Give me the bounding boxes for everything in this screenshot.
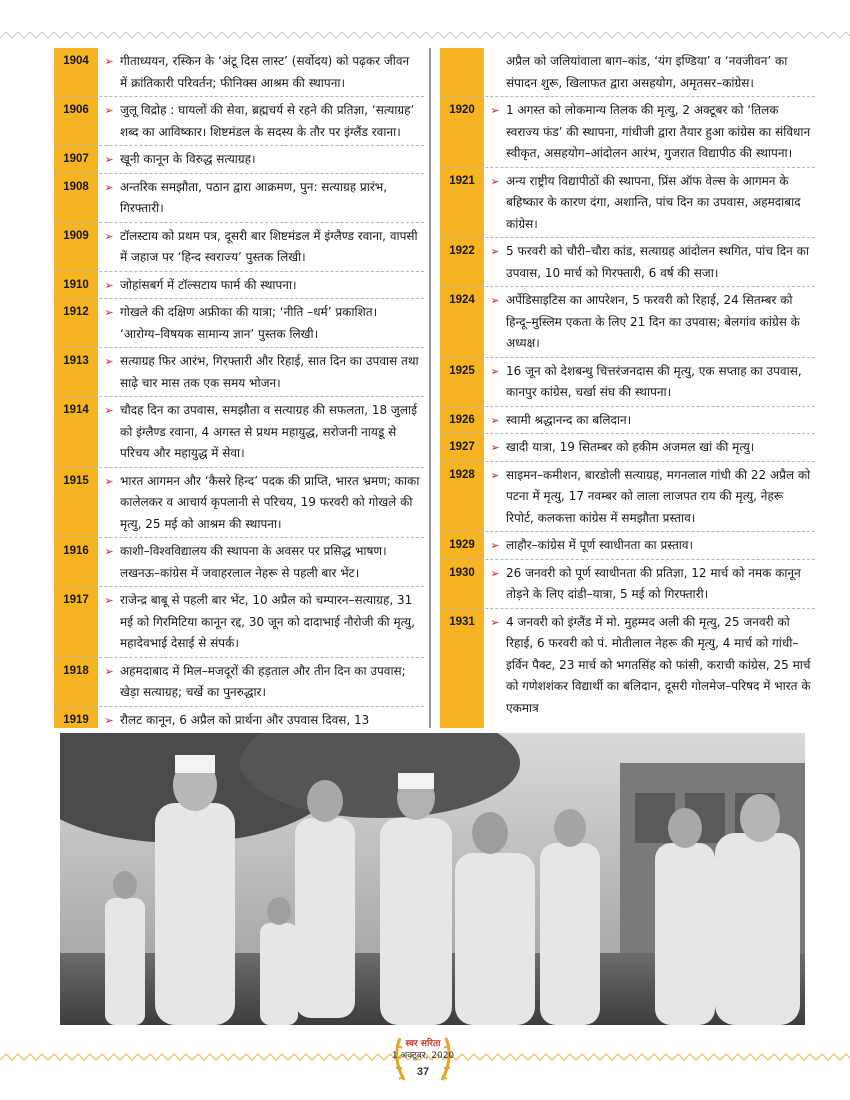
- year-label: 1928: [449, 468, 475, 481]
- year-label: 1930: [449, 566, 475, 579]
- timeline-entry: [54, 48, 424, 97]
- entry-text: 4 जनवरी को इंग्लैंड में मो. मुहम्मद अली की मृत्यु, 25 जनवरी को रिहाई, 6 फरवरी को पं. मोतीलाल नेहरू की मृत्यु, 4 मार्च को गांधी–इर्विन पैक्ट, 23 मार्च को भगतसिंह को फांसी, कराची कांग्रेस, 25 मार्च को गणेशशंकर विद्यार्थी का बलिदान, दूसरी गोलमेज–परिषद में भारत के एकमात्र: [506, 614, 811, 715]
- timeline-entry: [54, 146, 424, 174]
- timeline-entry: [440, 48, 815, 97]
- timeline-entry: [440, 434, 815, 462]
- arrow-bullet-icon: ➢: [490, 245, 500, 258]
- arrow-bullet-icon: ➢: [490, 615, 500, 629]
- timeline-entry: [440, 462, 815, 533]
- timeline-entry: [440, 407, 815, 435]
- year-label: 1912: [63, 306, 89, 318]
- timeline-entry: [54, 174, 424, 223]
- arrow-bullet-icon: ➢: [104, 229, 114, 243]
- arrow-bullet-icon: ➢: [104, 404, 114, 417]
- timeline-entry: [440, 287, 815, 358]
- year-label: 1909: [63, 229, 89, 242]
- year-label: 1908: [63, 180, 89, 193]
- arrow-bullet-icon: ➢: [490, 294, 500, 307]
- entry-text: जुलू विद्रोह : घायलों की सेवा, ब्रह्मचर्य से रहने की प्रतिज्ञा, ‘सत्याग्रह’ शब्द का आविष्कार। शिष्टमंडल के सदस्य के तौर पर इंग्लैंड रवाना।: [120, 103, 415, 139]
- year-label: 1915: [63, 474, 89, 487]
- timeline-entry: [440, 358, 815, 407]
- entry-text: टॉलस्टाय को प्रथम पत्र, दूसरी बार शिष्टमंडल में इंग्लैण्ड रवाना, वापसी में जहाज पर ‘हिन्द स्वराज्य’ पुस्तक लिखी।: [120, 228, 418, 264]
- timeline-entry: [54, 223, 424, 272]
- arrow-bullet-icon: ➢: [104, 713, 114, 727]
- year-label: 1910: [63, 278, 89, 291]
- arrow-bullet-icon: ➢: [104, 306, 114, 319]
- timeline-entry: [54, 299, 424, 348]
- entry-text: साइमन–कमीशन, बारडोली सत्याग्रह, मगनलाल गांधी की 22 अप्रैल को पटना में मृत्यु, 17 नवम्बर को लाला लाजपत राय की मृत्यु, नेहरू रिपोर्ट, कलकत्ता कांग्रेस में समझौता प्रस्ताव।: [506, 467, 811, 525]
- year-label: 1920: [449, 104, 475, 116]
- entry-text: अहमदाबाद में मिल–मजदूरों की हड़ताल और तीन दिन का उपवास; खेड़ा सत्याग्रह; चर्खे का पुनरुद्धार।: [120, 663, 406, 699]
- entry-text: चौदह दिन का उपवास, समझौता व सत्याग्रह की सफलता, 18 जुलाई को इंग्लैण्ड रवाना, 4 अगस्त से प्रथम महायुद्ध, सरोजनी नायडू से परिचय और महायुद्ध में सेवा।: [120, 403, 417, 460]
- timeline-entry: [440, 238, 815, 287]
- issue-date: 1 अक्टूबर, 2020: [391, 1051, 455, 1061]
- arrow-bullet-icon: ➢: [104, 278, 114, 292]
- entry-text: भारत आगमन और ‘कैसरे हिन्द’ पदक की प्राप्ति, भारत भ्रमण; काका कालेलकर व आचार्य कृपलानी से परिचय, 19 फरवरी को गोखले की मृत्यु, 25 मई को आश्रम की स्थापना।: [120, 473, 420, 531]
- year-label: [440, 51, 484, 94]
- entry-text: काशी–विश्वविद्यालय की स्थापना के अवसर पर प्रसिद्ध भाषण। लखनऊ–कांग्रेस में जवाहरलाल नेहरू से पहली बार भेंट।: [120, 544, 387, 580]
- entry-text: अर्पेडिसाइटिस का आपरेशन, 5 फरवरी को रिहाई, 24 सितम्बर को हिन्दू–मुस्लिम एकता के लिए 21 दिन का उपवास; बेलगांव कांग्रेस के अध्यक्ष।: [506, 293, 800, 350]
- year-label: 1914: [63, 404, 89, 416]
- top-zigzag-border: [0, 30, 850, 40]
- entry-text: खूनी कानून के विरुद्ध सत्याग्रह।: [120, 152, 256, 166]
- timeline-entry: [54, 538, 424, 587]
- year-label: 1906: [63, 104, 89, 116]
- entry-text: गीताध्ययन, रस्किन के ‘अंटू दिस लास्ट’ (सर्वोदय) को पढ़कर जीवन में क्रांतिकारी परिवर्तन; फीनिक्स आश्रम की स्थापना।: [120, 54, 410, 90]
- timeline-entry: [54, 587, 424, 658]
- arrow-bullet-icon: ➢: [490, 539, 500, 552]
- entry-text: खादी यात्रा, 19 सितम्बर को हकीम अजमल खां की मृत्यु।: [506, 440, 755, 454]
- year-label: 1922: [449, 245, 475, 257]
- year-label: 1931: [449, 615, 475, 628]
- entry-text: जोहांसबर्ग में टॉल्सटाय फार्म की स्थापना।: [120, 277, 297, 292]
- year-label: 1917: [63, 594, 89, 606]
- arrow-bullet-icon: ➢: [104, 545, 114, 558]
- arrow-bullet-icon: ➢: [104, 594, 114, 607]
- timeline-entry: [54, 97, 424, 146]
- arrow-bullet-icon: ➢: [104, 474, 114, 488]
- entry-text: 26 जनवरी को पूर्ण स्वाधीनता की प्रतिज्ञा, 12 मार्च को नमक कानून तोड़ने के लिए दांडी–यात्रा, 5 मई को गिरफ्तारी।: [506, 565, 801, 601]
- timeline-entry: [54, 272, 424, 300]
- arrow-bullet-icon: ➢: [490, 174, 500, 188]
- timeline-entry: [54, 348, 424, 397]
- entry-text: 16 जून को देशबन्धु चित्तरंजनदास की मृत्यु, एक सप्ताह का उपवास, कानपुर कांग्रेस, चर्खा संघ की स्थापना।: [506, 363, 802, 399]
- year-label: 1913: [63, 355, 89, 367]
- entry-text: अन्य राष्ट्रीय विद्यापीठों की स्थापना, प्रिंस ऑफ वेल्स के आगमन के बहिष्कार के कारण दंगा, अशान्ति, पांच दिन का उपवास, अहमदाबाद कांग्रेस।: [506, 173, 801, 231]
- year-label: 1926: [449, 413, 475, 426]
- arrow-bullet-icon: ➢: [490, 104, 500, 117]
- timeline-entry: [440, 97, 815, 168]
- entry-text: सत्याग्रह फिर आरंभ, गिरफ्तारी और रिहाई, सात दिन का उपवास तथा साढ़े चार मास तक एक समय भोजन।: [120, 354, 419, 390]
- year-label: 1904: [63, 55, 89, 67]
- entry-text: रौलट कानून, 6 अप्रैल को प्रार्थना और उपवास दिवस, 13: [120, 712, 370, 727]
- arrow-bullet-icon: ➢: [490, 364, 500, 378]
- year-label: 1907: [63, 153, 89, 165]
- year-label: 1918: [63, 664, 89, 677]
- arrow-bullet-icon: ➢: [104, 104, 114, 117]
- timeline-entry: [440, 560, 815, 609]
- magazine-name: स्वर सरिता: [405, 1039, 441, 1049]
- arrow-bullet-icon: ➢: [104, 664, 114, 678]
- entry-text: 1 अगस्त को लोकमान्य तिलक की मृत्यु, 2 अक्टूबर को ‘तिलक स्वराज्य फंड’ की स्थापना, गांधीजी द्वारा तैयार हुआ कांग्रेस का संविधान स्वीकृत, असहयोग–आंदोलन आरंभ, गुजरात विद्यापीठ की स्थापना।: [506, 103, 811, 160]
- timeline-entry: [54, 707, 424, 734]
- timeline-entry: [440, 168, 815, 239]
- entry-text: लाहौर–कांग्रेस में पूर्ण स्वाधीनता का प्रस्ताव।: [506, 538, 694, 552]
- arrow-bullet-spacer: [484, 51, 506, 94]
- arrow-bullet-icon: ➢: [490, 441, 500, 454]
- timeline-entry: [54, 397, 424, 468]
- timeline-list-left: [54, 48, 424, 733]
- footer-badge: [388, 1028, 458, 1088]
- entry-text: गोखले की दक्षिण अफ्रीका की यात्रा; ‘नीति –धर्म’ प्रकाशित। ‘आरोग्य–विषयक सामान्य ज्ञान’ पुस्तक लिखी।: [120, 305, 378, 341]
- timeline-entry: [54, 658, 424, 707]
- column-divider: [429, 48, 431, 728]
- entry-text: राजेन्द्र बाबू से पहली बार भेंट, 10 अप्रैल को चम्पारन–सत्याग्रह, 31 मई को गिरमिटिया कानून रद्द, 30 जून को दादाभाई नौरोजी की मृत्यु, महादेवभाई देसाई से संपर्क।: [120, 593, 415, 650]
- year-label: 1925: [449, 364, 475, 377]
- entry-text: स्वामी श्रद्धानन्द का बलिदान।: [506, 412, 632, 427]
- arrow-bullet-icon: ➢: [490, 413, 500, 427]
- timeline-entry: [54, 468, 424, 539]
- arrow-bullet-icon: ➢: [490, 468, 500, 482]
- entry-text: 5 फरवरी को चौरी–चौरा कांड, सत्याग्रह आंदोलन स्थगित, पांच दिन का उपवास, 10 मार्च को गिरफ्तारी, 6 वर्ष की सजा।: [506, 244, 809, 280]
- timeline-entry: [440, 532, 815, 560]
- year-label: 1929: [449, 539, 475, 551]
- arrow-bullet-icon: ➢: [104, 355, 114, 368]
- arrow-bullet-icon: ➢: [104, 55, 114, 68]
- timeline-list-right: [440, 48, 815, 721]
- year-label: 1927: [449, 441, 475, 453]
- timeline-entry: [440, 609, 815, 722]
- arrow-bullet-icon: ➢: [104, 153, 114, 166]
- year-label: 1921: [449, 174, 475, 187]
- entry-text: अन्तरिक समझौता, पठान द्वारा आक्रमण, पुन: सत्याग्रह प्रारंभ, गिरफ्तारी।: [120, 179, 388, 215]
- year-label: 1919: [63, 713, 89, 726]
- entry-text: अप्रैल को जलियांवाला बाग–कांड, ‘यंग इण्डिया’ व ‘नवजीवन’ का संपादन शुरू, खिलाफत द्वारा असहयोग, अमृतसर–कांग्रेस।: [506, 54, 788, 90]
- page-number: 37: [416, 1066, 430, 1078]
- arrow-bullet-icon: ➢: [490, 566, 500, 580]
- year-label: 1916: [63, 545, 89, 557]
- year-label: 1924: [449, 294, 475, 306]
- historical-photo: [60, 733, 805, 1025]
- arrow-bullet-icon: ➢: [104, 180, 114, 194]
